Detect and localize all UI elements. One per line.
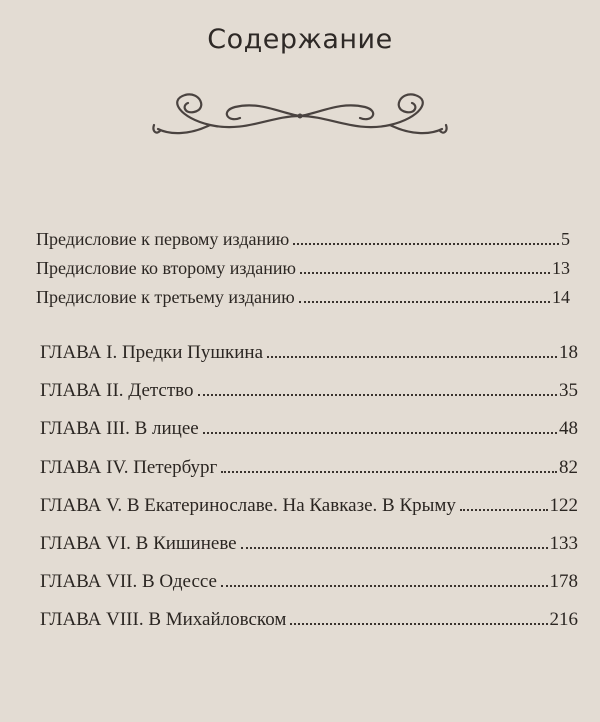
toc-entry-title: ГЛАВА VI. В Кишиневе	[40, 533, 237, 554]
page-title: Содержание	[207, 24, 393, 55]
dot-leader	[203, 432, 557, 434]
toc-entry-title: ГЛАВА V. В Екатеринославе. На Кавказе. В Крыму	[40, 495, 456, 516]
toc-entry-page: 35	[559, 380, 578, 401]
dot-leader	[300, 272, 550, 274]
dot-leader	[221, 585, 548, 587]
dot-leader	[221, 471, 557, 473]
toc-entry[interactable]	[36, 258, 570, 279]
toc-entry-title: Предисловие к третьему изданию	[36, 287, 295, 307]
toc-entry-page: 5	[561, 229, 570, 249]
toc-entry[interactable]	[40, 609, 578, 631]
toc-entry-title: Предисловие к первому изданию	[36, 229, 290, 249]
dot-leader	[299, 301, 550, 303]
dot-leader	[290, 623, 547, 625]
toc-entry[interactable]	[40, 533, 578, 555]
toc-entry[interactable]	[40, 457, 578, 479]
dot-leader	[198, 394, 557, 396]
toc-entry-title: ГЛАВА II. Детство	[40, 380, 194, 401]
toc-entry[interactable]	[40, 571, 578, 593]
toc-entry-page: 14	[552, 287, 570, 307]
toc-entry[interactable]	[36, 287, 570, 308]
toc-entry-page: 48	[559, 418, 578, 439]
toc-entry-title: ГЛАВА I. Предки Пушкина	[40, 342, 264, 363]
toc-entry[interactable]	[40, 495, 578, 517]
toc-entry-title: ГЛАВА III. В лицее	[40, 418, 199, 439]
toc-entry-page: 133	[549, 533, 578, 554]
toc-entry-page: 82	[559, 457, 578, 478]
toc-entry-page: 13	[552, 258, 570, 278]
toc-entry[interactable]	[36, 229, 570, 250]
dot-leader	[267, 356, 557, 358]
dot-leader	[460, 509, 548, 511]
toc-entry[interactable]	[40, 342, 578, 364]
toc-entry-title: Предисловие ко второму изданию	[36, 258, 296, 278]
toc-entry-page: 18	[559, 342, 578, 363]
toc-entry[interactable]	[40, 418, 578, 440]
toc-entry-page: 122	[549, 495, 578, 516]
toc-entry-page: 178	[549, 571, 578, 592]
toc-entry-title: ГЛАВА IV. Петербург	[40, 457, 218, 478]
toc-entry[interactable]	[40, 380, 578, 402]
dot-leader	[293, 243, 559, 245]
toc-entry-title: ГЛАВА VIII. В Михайловском	[40, 609, 287, 630]
dot-leader	[241, 547, 548, 549]
toc-entry-page: 216	[549, 609, 578, 630]
toc-entry-title: ГЛАВА VII. В Одессе	[40, 571, 217, 592]
